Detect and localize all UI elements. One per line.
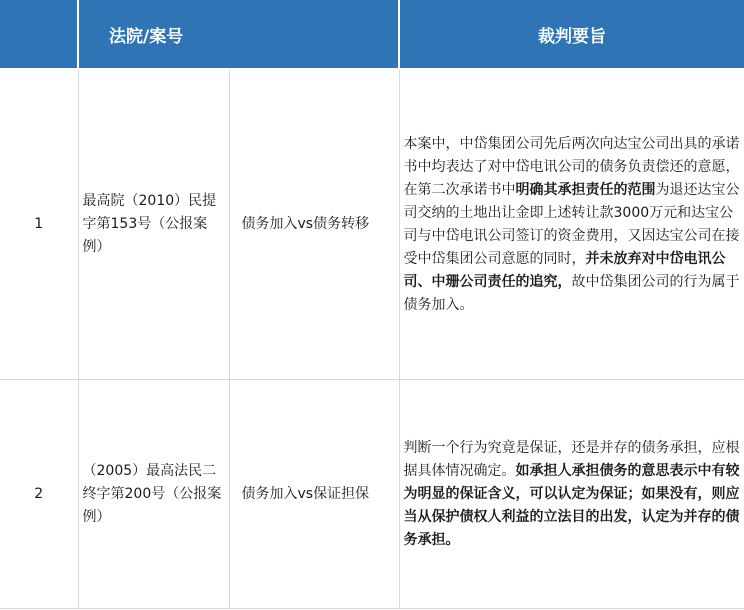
gist-text: 故中岱集团公司的行为属于债务加入。 [403, 273, 740, 313]
issue-cell: 债务加入vs债务转移 [229, 69, 399, 380]
table-row [0, 380, 744, 609]
ruling-gist-cell [399, 69, 744, 380]
court-case-cell: 最高院（2010）民提字第153号（公报案例） [78, 69, 229, 380]
row-number: 2 [0, 380, 78, 609]
gist-text: 为退还达宝公司交纳的土地出让金即上述转让款3000万元和达宝公司与中岱电讯公司签订的资金费用，又因达宝公司在接受中岱集团公司意愿的同时， [403, 181, 740, 267]
gist-text: 判断一个行为究竟是保证，还是并存的债务承担，应根据具体情况确定。 [403, 439, 740, 479]
header-number-cell [0, 0, 78, 69]
issue-cell: 债务加入vs保证担保 [229, 380, 399, 609]
gist-emphasis-text: 并未放弃对中岱电讯公司、中珊公司责任的追究， [403, 250, 726, 290]
header-court-case: 法院/案号 [78, 0, 399, 69]
gist-emphasis-text: 明确其承担责任的范围 [515, 181, 656, 198]
court-case-cell: （2005）最高法民二终字第200号（公报案例） [78, 380, 229, 609]
gist-emphasis-text: 如承担人承担债务的意思表示中有较为明显的保证含义，可以认定为保证；如果没有，则应当从保护债权人利益的立法目的出发，认定为并存的债务承担。 [403, 462, 740, 548]
row-number: 1 [0, 69, 78, 380]
ruling-gist-cell [399, 380, 744, 609]
table-header-row [0, 0, 744, 69]
header-ruling-gist: 裁判要旨 [399, 0, 744, 69]
gist-text: 本案中，中岱集团公司先后两次向达宝公司出具的承诺书中均表达了对中岱电讯公司的债务负责偿还的意愿，在第二次承诺书中 [403, 135, 740, 198]
table-row [0, 69, 744, 380]
